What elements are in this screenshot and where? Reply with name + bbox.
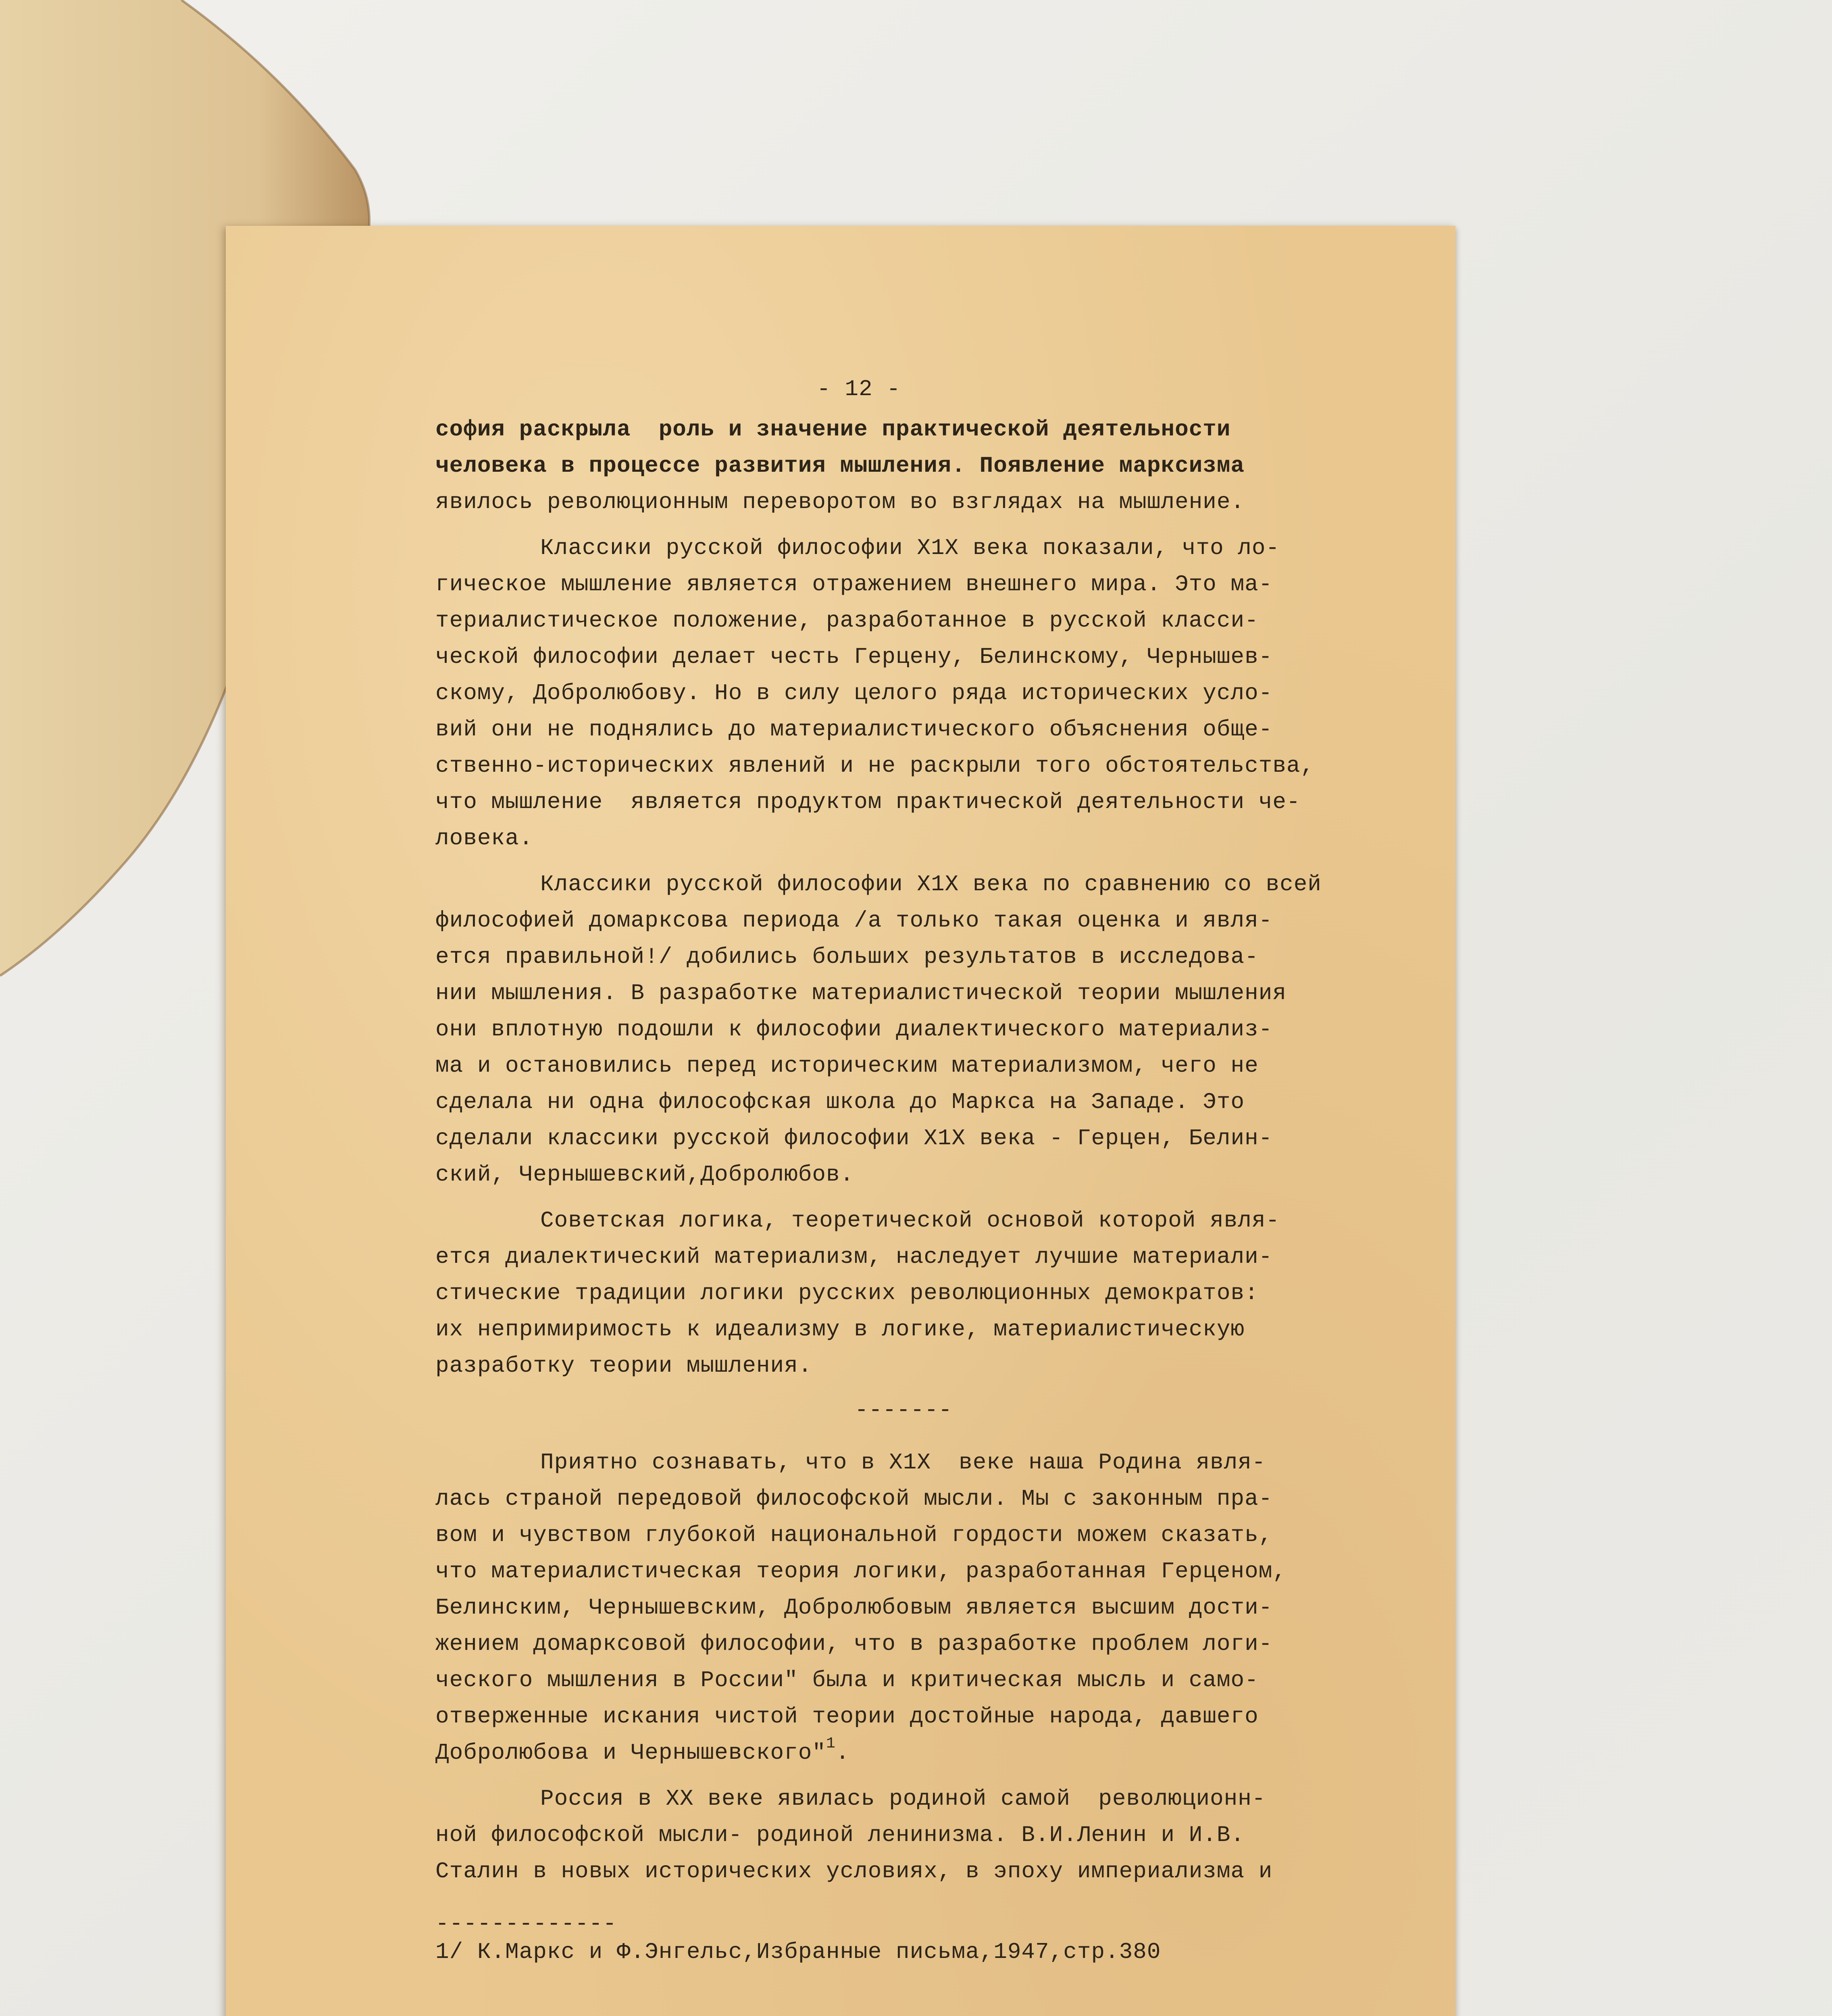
text-line: териалистическое положение, разработанное в русской класси- (435, 608, 1259, 633)
text-line: философией домарксова периода /а только такая оценка и явля- (435, 908, 1273, 933)
page-number: - 12 - (817, 376, 901, 402)
text-line: скому, Добролюбову. Но в силу целого ряда исторических усло- (435, 680, 1273, 706)
text-line: Белинским, Чернышевским, Добролюбовым является высшим дости- (435, 1595, 1273, 1620)
footnote-ref-suffix: . (835, 1740, 850, 1766)
paragraph-6 (435, 1781, 1476, 1889)
text-line: нии мышления. В разработке материалистической теории мышления (435, 980, 1287, 1006)
text-line: ма и остановились перед историческим материализмом, чего не (435, 1053, 1259, 1079)
footnote: 1/ К.Маркс и Ф.Энгельс,Избранные письма,1947,стр.380 (435, 1939, 1161, 1965)
text-line: они вплотную подошли к философии диалектического материализ- (435, 1016, 1273, 1042)
text-line: Сталин в новых исторических условиях, в эпоху империализма и (435, 1858, 1273, 1884)
text-line: ческого мышления в России" была и критическая мысль и само- (435, 1667, 1259, 1693)
footnote-reference: 1 (826, 1735, 836, 1752)
paragraph-3 (435, 866, 1476, 1193)
text-line: сделали классики русской философии Х1Х века - Герцен, Белин- (435, 1125, 1273, 1151)
text-line: вом и чувством глубокой национальной гордости можем сказать, (435, 1522, 1273, 1548)
text-line: что материалистическая теория логики, разработанная Герценом, (435, 1558, 1287, 1584)
text-line-with-footnote-ref (435, 1735, 1476, 1771)
section-divider: ------- (855, 1397, 953, 1423)
text-line: ется правильной!/ добились больших результатов в исследова- (435, 944, 1259, 970)
footnote-rule: ------------- (435, 1911, 617, 1937)
text-line: разработку теории мышления. (435, 1353, 812, 1379)
text-line: Классики русской философии Х1Х века показали, что ло- (540, 535, 1280, 561)
paragraph-4 (435, 1202, 1476, 1384)
text-line: ной философской мысли- родиной ленинизма. В.И.Ленин и И.В. (435, 1822, 1245, 1848)
text-line: вий они не поднялись до материалистического объяснения обще- (435, 716, 1273, 742)
text-line: Советская логика, теоретической основой которой явля- (540, 1208, 1280, 1233)
text-line: Приятно сознавать, что в Х1Х веке наша Родина явля- (540, 1450, 1266, 1475)
text-line: Россия в ХХ веке явилась родиной самой революционн- (540, 1786, 1266, 1812)
text-line: сделала ни одна философская школа до Маркса на Западе. Это (435, 1089, 1245, 1115)
text-line: ственно-исторических явлений и не раскрыли того обстоятельства, (435, 753, 1315, 779)
text-line: ется диалектический материализм, наследует лучшие материали- (435, 1244, 1273, 1270)
text-line: Классики русской философии Х1Х века по сравнению со всей (540, 871, 1322, 897)
text-line: лась страной передовой философской мысли. Мы с законным пра- (435, 1486, 1273, 1512)
text-line: жением домарксовой философии, что в разработке проблем логи- (435, 1631, 1273, 1657)
text-line: явилось революционным переворотом во взглядах на мышление. (435, 489, 1245, 515)
text-line: ловека. (435, 825, 533, 851)
text-line: ский, Чернышевский,Добролюбов. (435, 1162, 854, 1187)
text-line: стические традиции логики русских революционных демократов: (435, 1280, 1259, 1306)
text-line: человека в процессе развития мышления. Появление марксизма (435, 453, 1245, 479)
text-line: софия раскрыла роль и значение практической деятельности (435, 417, 1231, 442)
text-line: что мышление является продуктом практической деятельности че- (435, 789, 1301, 815)
text-line: ческой философии делает честь Герцену, Белинскому, Чернышев- (435, 644, 1273, 670)
paragraph-1 (435, 411, 1476, 520)
text-line: Добролюбова и Чернышевского" (435, 1740, 826, 1766)
paragraph-2 (435, 530, 1476, 856)
text-line: гическое мышление является отражением внешнего мира. Это ма- (435, 571, 1273, 597)
text-line: их непримиримость к идеализму в логике, материалистическую (435, 1316, 1245, 1342)
paragraph-5 (435, 1444, 1476, 1771)
text-line: отверженные искания чистой теории достойные народа, давшего (435, 1704, 1259, 1729)
typed-text-block (435, 371, 1476, 2016)
